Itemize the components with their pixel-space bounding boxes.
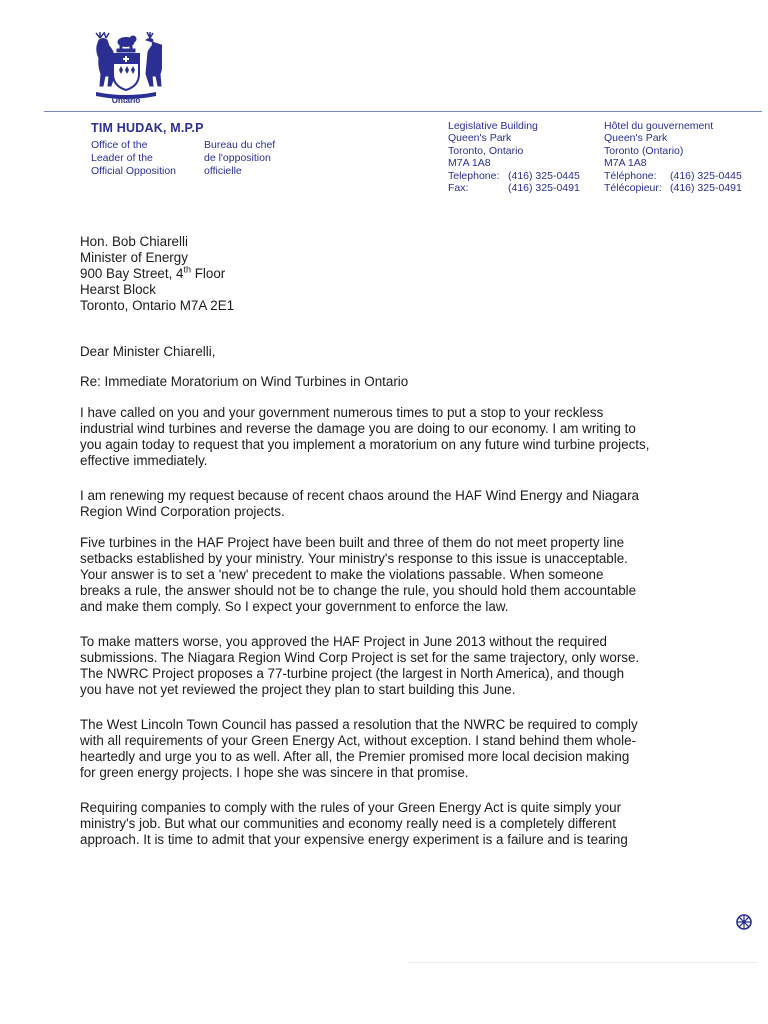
body-line: The NWRC Project proposes a 77-turbine project (the largest in North America), and though <box>80 666 625 681</box>
phone-label: Téléphone: <box>604 169 657 182</box>
phone-number: (416) 325-0445 <box>508 169 580 182</box>
phone-row <box>604 170 742 182</box>
office-title-english <box>91 139 176 178</box>
body-line: you have not yet reviewed the project they plan to start building this June. <box>80 682 516 697</box>
address-line: M7A 1A8 <box>604 157 647 170</box>
footer-rule <box>408 962 758 963</box>
recipient-city: Toronto, Ontario M7A 2E1 <box>80 298 235 313</box>
body-line: Your answer is to set a 'new' precedent to make the violations passable. When someone <box>80 567 604 582</box>
body-line: To make matters worse, you approved the HAF Project in June 2013 without the required <box>80 634 607 649</box>
body-line: Region Wind Corporation projects. <box>80 504 285 519</box>
street-floor: Floor <box>191 266 226 281</box>
body-line: you again today to request that you implement a moratorium on any future wind turbine projects, <box>80 437 650 452</box>
office-line: Bureau du chef <box>204 139 276 151</box>
office-line: Leader of the <box>91 152 153 164</box>
body-line: I have called on you and your government numerous times to put a stop to your reckless <box>80 405 604 420</box>
fax-label: Fax: <box>448 182 469 195</box>
body-line: Five turbines in the HAF Project have been built and three of them do not meet property line <box>80 535 625 550</box>
address-line: Queen's Park <box>448 132 512 145</box>
fax-label: Télécopieur: <box>604 182 662 195</box>
body-line: heartedly and urge you to as well. After all, the Premier promised more local decision making <box>80 749 630 764</box>
address-line: M7A 1A8 <box>448 157 491 170</box>
address-line: Toronto (Ontario) <box>604 144 684 157</box>
phone-number: (416) 325-0445 <box>670 169 742 182</box>
body-paragraph <box>80 488 720 520</box>
body-line: and make them comply. So I expect your government to enforce the law. <box>80 599 509 614</box>
phone-row <box>448 170 580 182</box>
body-line: for green energy projects. I hope she was sincere in that promise. <box>80 765 469 780</box>
office-line: de l'opposition <box>204 152 271 164</box>
address-line: Toronto, Ontario <box>448 144 524 157</box>
body-line: approach. It is time to admit that your expensive energy experiment is a failure and is tearing <box>80 832 628 847</box>
body-paragraph <box>80 634 720 698</box>
office-line: Office of the <box>91 139 148 151</box>
address-line: Legislative Building <box>448 120 538 132</box>
mpp-name: TIM HUDAK, M.P.P <box>91 121 204 135</box>
body-paragraph <box>80 405 720 469</box>
body-line: ministry's job. But what our communities and economy really need is a completely different <box>80 816 616 831</box>
recipient-address <box>80 234 720 314</box>
salutation: Dear Minister Chiarelli, <box>80 344 216 359</box>
office-line: officielle <box>204 165 242 177</box>
floor-ordinal: th <box>183 264 191 275</box>
fax-row <box>604 182 742 194</box>
recipient-name: Hon. Bob Chiarelli <box>80 234 188 249</box>
fax-number: (416) 325-0491 <box>670 182 742 195</box>
recycle-mark-icon <box>736 914 752 930</box>
body-line: The West Lincoln Town Council has passed a resolution that the NWRC be required to comply <box>80 717 638 732</box>
body-paragraph <box>80 717 720 781</box>
body-line: submissions. The Niagara Region Wind Corp Project is set for the same trajectory, only worse. <box>80 650 640 665</box>
recipient-title: Minister of Energy <box>80 250 188 265</box>
street-number: 900 Bay Street, 4 <box>80 266 184 281</box>
body-line: I am renewing my request because of recent chaos around the HAF Wind Energy and Niagara <box>80 488 639 503</box>
phone-label: Telephone: <box>448 169 500 182</box>
letterhead-rule <box>44 111 762 112</box>
body-line: setbacks established by your ministry. Your ministry's response to this issue is unacceptable. <box>80 551 628 566</box>
fax-row <box>448 182 580 194</box>
body-line: effective immediately. <box>80 453 208 468</box>
recipient-street <box>80 266 720 282</box>
body-line: Requiring companies to comply with the rules of your Green Energy Act is quite simply your <box>80 800 622 815</box>
office-title-french <box>204 139 275 178</box>
office-line: Official Opposition <box>91 165 177 177</box>
body-line: breaks a rule, the answer should not be to change the rule, you should hold them accountable <box>80 583 637 598</box>
address-french <box>604 120 742 194</box>
fax-number: (416) 325-0491 <box>508 182 580 195</box>
body-line: with all requirements of your Green Energy Act, without exception. I stand behind them whole- <box>80 733 637 748</box>
body-paragraph <box>80 800 720 848</box>
address-line: Queen's Park <box>604 132 668 145</box>
subject-line: Re: Immediate Moratorium on Wind Turbines in Ontario <box>80 374 409 389</box>
recipient-building: Hearst Block <box>80 282 156 297</box>
body-line: industrial wind turbines and reverse the damage you are doing to our economy. I am writing to <box>80 421 636 436</box>
crest-label: Ontario <box>111 96 141 105</box>
body-paragraph <box>80 535 720 615</box>
address-english <box>448 120 580 194</box>
address-line: Hôtel du gouvernement <box>604 120 714 132</box>
